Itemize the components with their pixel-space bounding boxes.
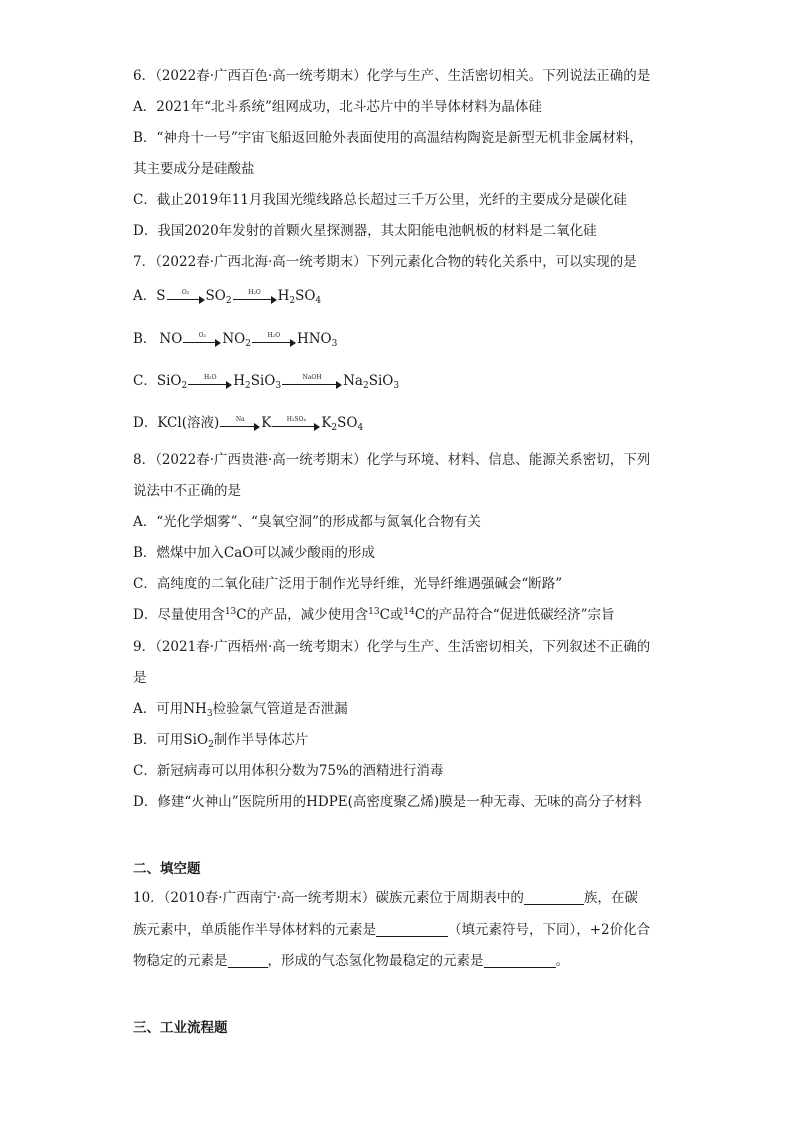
q8-stem-line2: 说法中不正确的是 [133,483,241,499]
q8-option-d [133,605,615,625]
q9-stem-line2: 是 [133,670,147,686]
reaction-arrow [167,289,205,304]
q7-c-label: C． [133,373,157,389]
q9-stem-line1: 9．（2021春·广西梧州·高一统考期末）化学与生产、生活密切相关，下列叙述不正确的 [133,639,651,655]
arrow-reagent: H₂O [248,288,261,296]
q7-option-b [133,329,337,349]
reaction-arrow [233,289,277,304]
q9-a-text: 检验氯气管道是否泄漏 [212,701,348,717]
q7-b-s3: HNO [296,331,332,347]
q8-d-text: C的产品符合“促进低碳经济”宗旨 [414,607,615,623]
reaction-arrow [252,332,296,347]
q7-b-s1: NO [159,331,183,347]
superscript: 13 [368,607,380,617]
q7-b-label: B． [133,331,157,347]
subscript: 4 [357,423,364,433]
q7-d-s2: K [261,415,272,431]
reaction-arrow [272,416,320,431]
q10-text: （填元素符号，下同），+2价化合 [448,922,651,938]
q10-text: 。 [555,953,569,969]
q7-d-s1: KCl(溶液) [157,415,220,431]
subscript: 3 [393,381,400,391]
superscript: 14 [403,607,415,617]
q6-option-b-line1: B．“神舟十一号”宇宙飞船返回舱外表面使用的高温结构陶瓷是新型无机非金属材料， [133,130,643,146]
q7-d-s3: K [321,415,332,431]
arrow-reagent: H₂SO₄ [286,415,306,423]
q7-c-s3: Na [343,373,363,389]
q10-text: 族，在碳 [583,890,638,906]
subscript: 4 [315,296,322,306]
q7-option-a [133,286,321,306]
q7-c-s3b: SiO [368,373,394,389]
answer-blank[interactable] [524,890,584,905]
q6-option-b-line2: 其主要成分是硅酸盐 [133,161,255,177]
superscript: 13 [224,607,237,617]
q8-d-text: C或 [379,607,404,623]
subscript: 2 [225,296,232,306]
arrow-reagent: H₂O [267,331,281,339]
q7-a-label: A． [133,288,157,304]
subscript: 3 [331,339,338,349]
subscript: 3 [206,709,213,719]
q10-line3 [133,951,569,971]
q9-option-d: D．修建“火神山”医院所用的HDPE(高密度聚乙烯)膜是一种无毒、无味的高分子材料 [133,794,642,810]
subscript: 2 [208,740,214,750]
q6-option-a: A．2021年“北斗系统”组网成功，北斗芯片中的半导体材料为晶体硅 [133,99,542,115]
q7-d-s3b: SO [337,415,358,431]
q8-option-c: C．高纯度的二氧化硅广泛用于制作光导纤维，光导纤维遇强碱会“断路” [133,576,563,592]
subscript: 2 [245,381,251,391]
subscript: 2 [331,423,338,433]
q9-b-text: B．可用SiO [133,732,209,748]
arrow-reagent: Na [235,415,245,423]
q7-c-s1: SiO [156,373,182,389]
q7-d-label: D． [133,415,158,431]
q9-option-a [133,699,348,719]
section-heading-fill-in: 二、填空题 [133,861,201,877]
q8-stem-line1: 8．（2022春·广西贵港·高一统考期末）化学与环境、材料、信息、能源关系密切，下列 [133,452,651,468]
q6-stem: 6．（2022春·广西百色·高一统考期末）化学与生产、生活密切相关。下列说法正确的是 [133,68,651,84]
q7-a-s1: S [156,288,166,304]
reaction-arrow [220,416,260,431]
q10-line2 [133,920,650,940]
section-heading-industrial-process: 三、工业流程题 [133,1020,228,1036]
q7-c-s2b: SiO [250,373,276,389]
q10-text: 族元素中，单质能作半导体材料的元素是 [133,922,376,938]
q9-option-c: C．新冠病毒可以用体积分数为75%的酒精进行消毒 [133,763,444,779]
answer-blank[interactable] [376,922,448,937]
q7-b-s2: NO [222,331,246,347]
q7-stem: 7．（2022春·广西北海·高一统考期末）下列元素化合物的转化关系中，可以实现的是 [133,254,637,270]
q8-option-a: A．“光化学烟雾”、“臭氧空洞”的形成都与氮氧化合物有关 [133,514,481,530]
q10-text: 物稳定的元素是 [133,953,228,969]
subscript: 3 [275,381,282,391]
q6-option-c: C．截止2019年11月我国光缆线路总长超过三千万公里，光纤的主要成分是碳化硅 [133,192,627,208]
reaction-arrow [282,374,342,389]
subscript: 2 [181,381,188,391]
q9-a-text: A．可用NH [133,701,207,717]
q10-line1 [133,888,638,908]
arrow-reagent: NaOH [302,373,322,381]
arrow-reagent: H₂O [203,373,217,381]
q7-c-s2: H [233,373,245,389]
q6-option-d: D．我国2020年发射的首颗火星探测器，其太阳能电池帆板的材料是二氧化硅 [133,223,597,239]
arrow-reagent: O₂ [198,331,206,339]
q8-d-text: C的产品，减少使用含 [236,607,369,623]
subscript: 2 [245,339,251,349]
q9-b-text: 制作半导体芯片 [213,732,309,748]
q7-option-c [133,371,399,391]
reaction-arrow [188,374,232,389]
q7-a-s2: SO [205,288,226,304]
q9-option-b [133,730,308,750]
q10-text: ，形成的气态氢化物最稳定的元素是 [267,953,484,969]
q7-a-s3b: SO [295,288,316,304]
arrow-reagent: O₂ [181,288,190,296]
answer-blank[interactable] [228,953,268,968]
q8-option-b: B．燃煤中加入CaO可以减少酸雨的形成 [133,545,375,561]
q7-a-s3: H [277,288,290,304]
q10-text: 10．（2010春·广西南宁·高一统考期末）碳族元素位于周期表中的 [133,890,524,906]
q7-option-d [133,413,363,433]
q8-d-text: D．尽量使用含 [133,607,225,623]
reaction-arrow [183,332,221,347]
answer-blank[interactable] [484,953,556,968]
subscript: 2 [362,381,369,391]
subscript: 2 [289,296,296,306]
